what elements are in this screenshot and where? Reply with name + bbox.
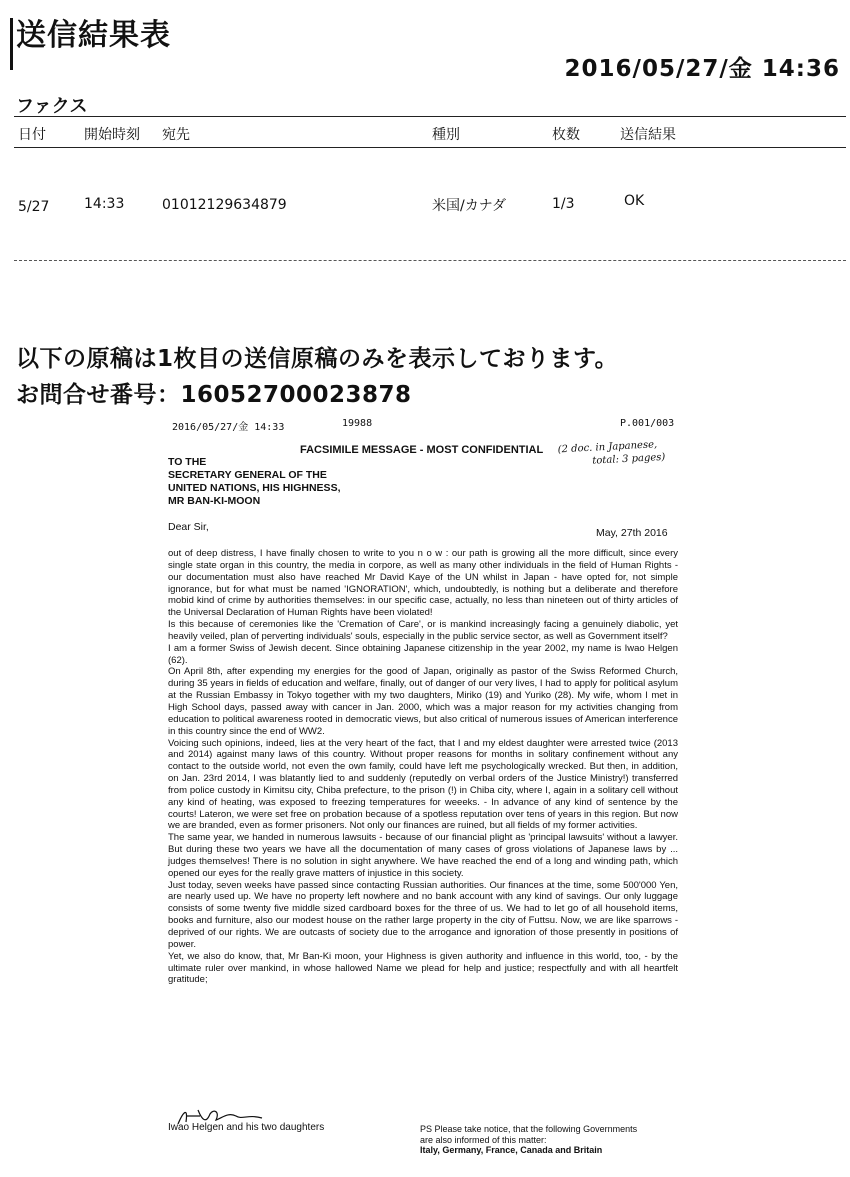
report-datetime: 2016/05/27/金 14:36 bbox=[564, 56, 840, 82]
letter-paragraph: Yet, we also do know, that, Mr Ban-Ki moon, your Highness is given authority and influence in this world, too, - by the ultimate ruler over mankind, in whose hallowed Name we plead for help and justice; respectfully and with all heartfelt gratitude; bbox=[168, 950, 678, 986]
letter-paragraph: The same year, we handed in numerous lawsuits - because of our financial plight as 'principal lawsuits' without a lawyer. But during these two years we have all the documentation of many cases of gross violations of Japanese laws by ... judges themselves! There is no solution in sight anywhere. We have reached the end of a long and winding path, which opened our eyes for the really grave matters of injustice in this society. bbox=[168, 832, 678, 879]
letter-paragraph: Just today, seven weeks have passed since contacting Russian authorities. Our finances at the time, some 500'000 Yen, are nearly used up. We have no property left nowhere and no bank account with any kind of savings. Our only luggage consists of some twenty five middle sized cardboard boxes for the three of us. We had to let go of all household items, books and furniture, also our modest house on the rather large property in the city of Futtsu. Now, we are like sparrows - deprived of our rights. We are outcasts of society due to the arrogance and ignoration of those presently in positions of power. bbox=[168, 879, 678, 950]
table-row-type: 米国/カナダ bbox=[432, 198, 507, 214]
letter-paragraph: Is this because of ceremonies like the 'Cremation of Care', or is mankind increasingly facing a genuinely diabolic, yet heavily veiled, plan of perverting individuals' souls, especially in the public service sector, as well as Government itself? bbox=[168, 619, 678, 642]
notice-line-1: 以下の原稿は1枚目の送信原稿のみを表示しております。 bbox=[16, 346, 619, 372]
postscript-line: PS Please take notice, that the following Governments bbox=[420, 1124, 638, 1134]
column-header-result: 送信結果 bbox=[620, 127, 676, 143]
postscript-line: are also informed of this matter: bbox=[420, 1134, 547, 1145]
letter-paragraph: I am a former Swiss of Jewish decent. Since obtaining Japanese citizenship in the year 2002, my name is Iwao Helgen (62). bbox=[168, 642, 678, 666]
postscript-governments: Italy, Germany, France, Canada and Britain bbox=[420, 1145, 603, 1155]
letter-recipient bbox=[168, 456, 341, 508]
table-top-rule bbox=[14, 116, 846, 117]
letter-body bbox=[168, 548, 678, 986]
column-header-pages: 枚数 bbox=[552, 127, 580, 143]
table-header-rule bbox=[14, 147, 846, 148]
margin-mark bbox=[10, 18, 13, 70]
handwritten-note-line: total: 3 pages) bbox=[592, 451, 666, 467]
letter-signer: Iwao Helgen and his two daughters bbox=[168, 1122, 325, 1133]
letter-title: FACSIMILE MESSAGE - MOST CONFIDENTIAL bbox=[300, 444, 544, 456]
table-row-pages: 1/3 bbox=[552, 196, 575, 212]
inquiry-number: お問合せ番号：16052700023878 bbox=[16, 382, 412, 408]
letter-paragraph: out of deep distress, I have finally chosen to write to you n o w : our path is growing all the more difficult, since every single state organ in this country, the media in corpore, as well as many other individuals in the field of Human Rights - our documentation must also have reached Mr David Kaye of the UN whilst in Japan - have opted for, not simple ignorance, but for what must be named 'IGNORATION', which, undoubtedly, is nothing but a deliberate and therefore mobid kind of crime by authorities themselves: in our specific case, actually, no less than nineteen out of thirty articles of the Universal Declaration of Human Rights have been violated! bbox=[168, 548, 678, 619]
letter-paragraph: Voicing such opinions, indeed, lies at the very heart of the fact, that I and my eldest daughter were arrested twice (2013 and 2014) against many laws of this country. Without proper reasons for months in solitary confinement without any contact to the outside world, not even the own family, could have left me psychologically wrecked. But then, in addition, on Jan. 23rd 2014, I was blatantly lied to and suddenly (reputedly on verbal orders of the Justice Ministry!) transferred from police custody in Kimitsu city, Chiba prefecture, to the prison (!) in Chiba city, where I, again in a solitary cell without any kind of heating, was exposed to freezing temperatures for weeeks. - In advance of any kind of sentence by the courts! Lateron, we were set free on probation because of a spotless reputation over tens of years in this region. But now we are branded, even as former prisoners. Not only our finances are ruined, but all fields of my former activities. bbox=[168, 737, 678, 832]
recipient-line: TO THE bbox=[168, 456, 207, 468]
recipient-line: SECRETARY GENERAL OF THE bbox=[168, 469, 327, 481]
table-row-result: OK bbox=[624, 193, 645, 209]
recipient-line: MR BAN-KI-MOON bbox=[168, 495, 261, 507]
table-row-start-time: 14:33 bbox=[84, 196, 125, 212]
column-header-start-time: 開始時刻 bbox=[84, 127, 140, 143]
handwritten-note-line: (2 doc. in Japanese, bbox=[557, 439, 658, 456]
fax-header-sender-id: 19988 bbox=[342, 418, 373, 429]
handwritten-note bbox=[557, 437, 690, 470]
column-header-destination: 宛先 bbox=[162, 127, 190, 143]
fax-header-datetime: 2016/05/27/金 14:33 bbox=[172, 422, 285, 433]
fax-header-page: P.001/003 bbox=[620, 418, 675, 429]
postscript bbox=[420, 1124, 700, 1156]
section-label-fax: ファクス bbox=[16, 96, 88, 117]
recipient-line: UNITED NATIONS, HIS HIGHNESS, bbox=[168, 482, 341, 494]
report-title: 送信結果表 bbox=[16, 18, 171, 53]
table-row-destination: 01012129634879 bbox=[162, 197, 287, 213]
column-header-type: 種別 bbox=[432, 127, 460, 143]
table-row-date: 5/27 bbox=[18, 199, 50, 215]
letter-date: May, 27th 2016 bbox=[596, 527, 668, 539]
letter-paragraph: On April 8th, after expending my energies for the good of Japan, originally as pastor of the Swiss Reformed Church, during 35 years in fields of education and welfare, finally, out of danger of our very lives, I had to apply for political asylum at the Russian Embassy in Tokyo together with my two daughters, Miriko (19) and Yuriko (28). My wife, whom I met in High School days, passed away with cancer in Jan. 2000, which was a major reason for my activities changing from education to political awareness rooted in democratic views, but also critical of numerous issues of American interference in this country since the end of WW2. bbox=[168, 666, 678, 737]
column-header-date: 日付 bbox=[18, 127, 46, 143]
letter-salutation: Dear Sir, bbox=[168, 521, 209, 533]
table-bottom-rule bbox=[14, 260, 846, 261]
